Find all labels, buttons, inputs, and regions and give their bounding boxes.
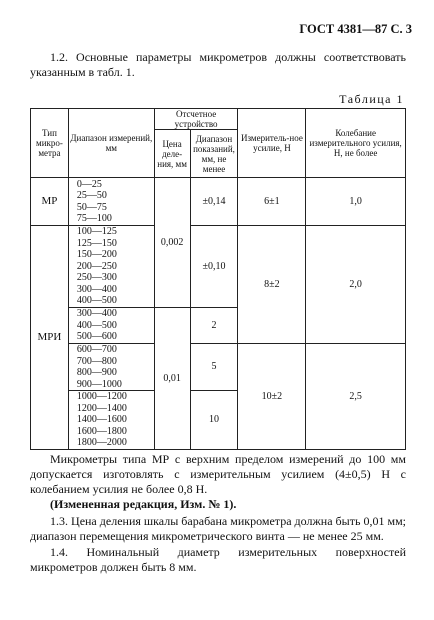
mri-fluctuation-1: 2,0: [306, 226, 406, 344]
range-value: 300—400: [76, 283, 117, 295]
range-value: 1400—1600: [76, 414, 127, 425]
range-value: 150—200: [76, 249, 117, 261]
range-value: 125—150: [76, 237, 117, 249]
range-value: 700—800: [76, 355, 117, 367]
range-value: 0—25: [76, 178, 102, 190]
range-value: 600—700: [76, 344, 117, 355]
mri-force-2: 10±2: [238, 344, 306, 450]
range-value: 200—250: [76, 260, 117, 272]
type-mri: МРИ: [31, 226, 69, 450]
mri-indication-1: ±0,10: [190, 226, 238, 308]
range-value: 1000—1200: [76, 391, 127, 402]
range-value: 800—900: [76, 367, 117, 378]
mri-ranges-2: [68, 308, 154, 344]
range-value: 100—125: [76, 226, 117, 238]
paragraph-mr-note: Микрометры типа МР с верхним пределом измерений до 100 мм допускается изготовлять с измерительным усилием (4±0,5) Н с колебанием усилия не более 0,8 Н.: [30, 452, 406, 496]
header-fluctuation: Колебание измерительного усилия, Н, не более: [306, 109, 406, 178]
mri-fluctuation-2: 2,5: [306, 344, 406, 450]
paragraph-1-4: 1.4. Номинальный диаметр измерительных поверхностей микрометров должен быть 8 мм.: [30, 545, 406, 574]
mr-ranges: [68, 178, 154, 226]
range-value: 500—600: [76, 331, 117, 343]
mri-ranges-1: [68, 226, 154, 308]
mri-force-1: 8±2: [238, 226, 306, 344]
header-range: Диапазон измерений, мм: [68, 109, 154, 178]
range-value: 25—50: [76, 190, 107, 201]
header-force: Измеритель-ное усилие, Н: [238, 109, 306, 178]
range-value: 900—1000: [76, 378, 122, 390]
range-value: 50—75: [76, 201, 107, 213]
mri-indication-3: 5: [190, 344, 238, 391]
header-reading-device: Отсчетное устройство: [154, 109, 238, 130]
amendment-note: (Измененная редакция, Изм. № 1).: [50, 497, 237, 511]
division-value-1: 0,002: [154, 178, 190, 308]
paragraph-1-3: 1.3. Цена деления шкалы барабана микрометра должна быть 0,01 мм; диапазон перемещения микрометрического винта — не менее 25 мм.: [30, 514, 406, 543]
division-value-2: 0,01: [154, 308, 190, 450]
range-value: 1200—1400: [76, 402, 127, 414]
range-value: 75—100: [76, 213, 112, 224]
mri-indication-2: 2: [190, 308, 238, 344]
range-value: 400—500: [76, 295, 117, 307]
header-indication-range: Диапазон показаний, мм, не менее: [190, 130, 238, 178]
header-division: Цена деле-ния, мм: [154, 130, 190, 178]
mr-indication: ±0,14: [190, 178, 238, 226]
range-value: 1800—2000: [76, 437, 127, 448]
mr-fluctuation: 1,0: [306, 178, 406, 226]
type-mr: МР: [31, 178, 69, 226]
range-value: 300—400: [76, 308, 117, 320]
mri-ranges-3: [68, 344, 154, 391]
range-value: 1600—1800: [76, 425, 127, 437]
page-header: ГОСТ 4381—87 С. 3: [299, 22, 412, 36]
mri-ranges-4: [68, 391, 154, 450]
range-value: 250—300: [76, 272, 117, 284]
mr-force: 6±1: [238, 178, 306, 226]
header-type: Тип микро-метра: [31, 109, 69, 178]
range-value: 400—500: [76, 319, 117, 331]
table-caption: Таблица 1: [339, 92, 404, 106]
parameters-table: [30, 108, 406, 450]
paragraph-1-2: 1.2. Основные параметры микрометров должны соответствовать указанным в табл. 1.: [30, 50, 406, 79]
mri-indication-4: 10: [190, 391, 238, 450]
